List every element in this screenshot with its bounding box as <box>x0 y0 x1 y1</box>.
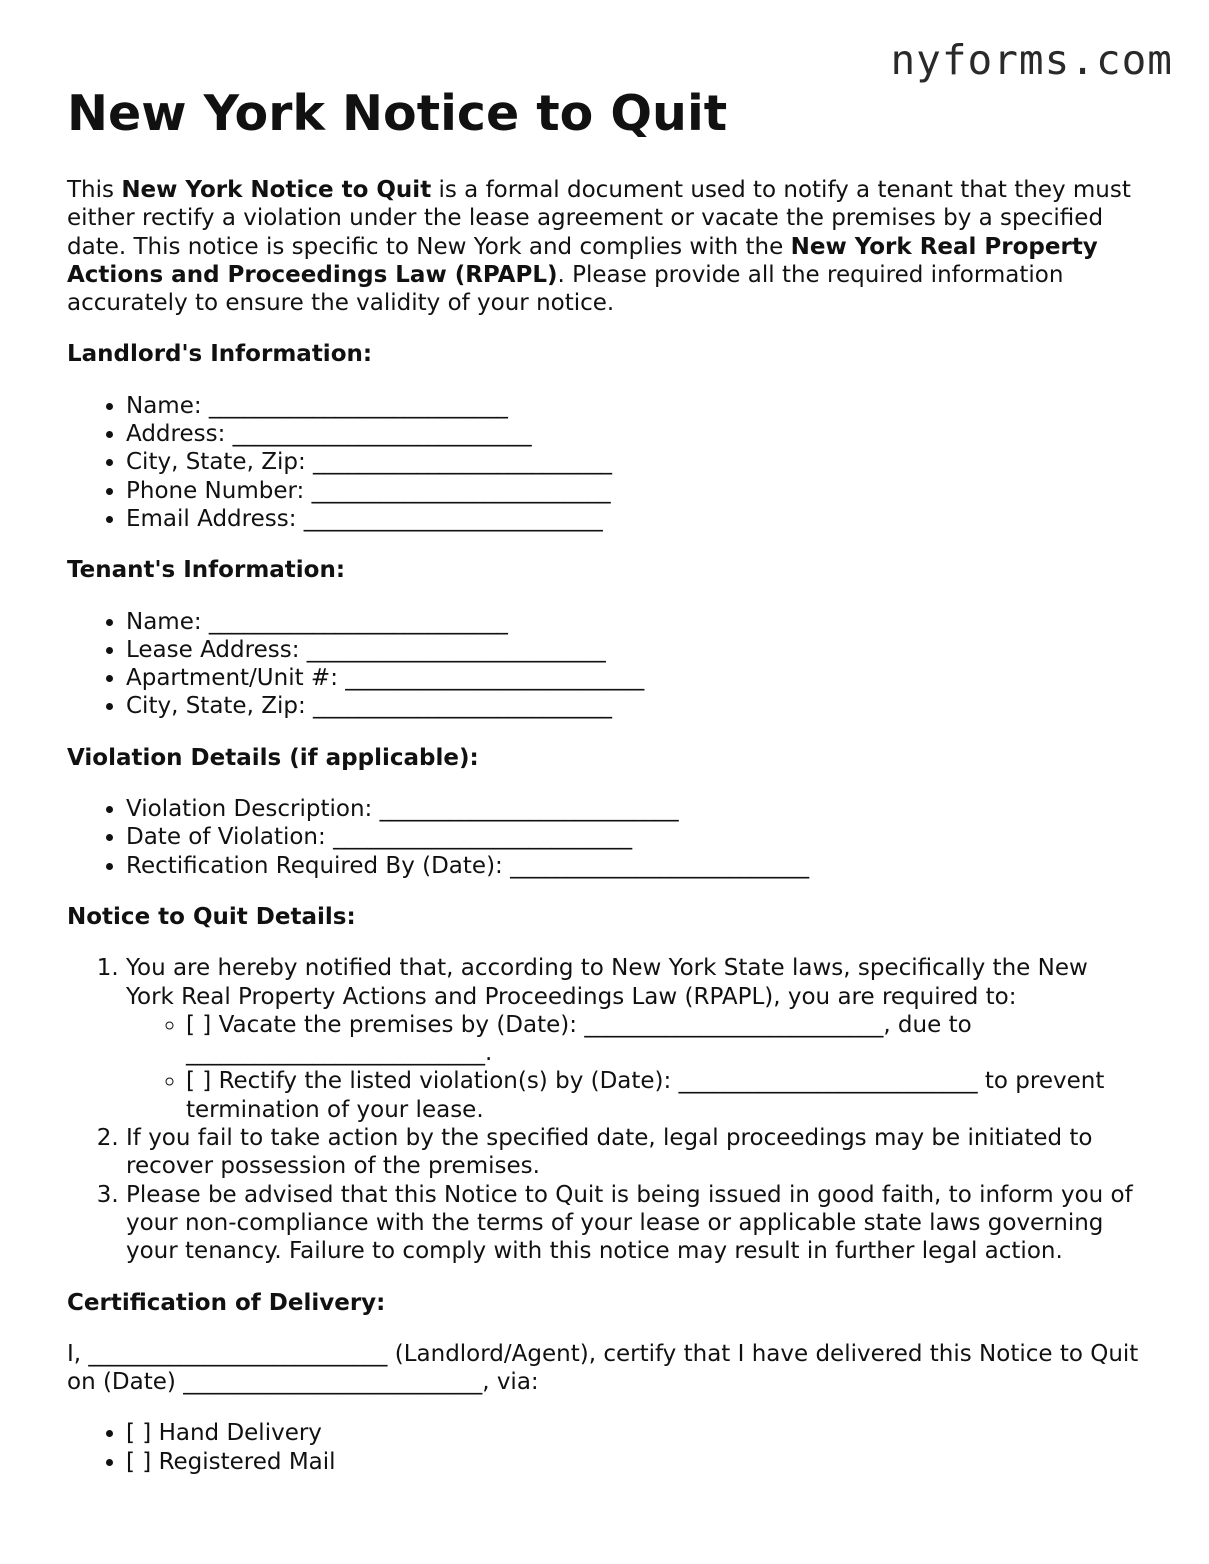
vacate-option <box>186 1011 1142 1068</box>
notice-section-heading: Notice to Quit Details: <box>67 903 356 930</box>
field-label: Violation Description: <box>126 796 373 823</box>
hand-delivery-option[interactable]: • [ ] Hand Delivery <box>126 1419 1142 1447</box>
fill-in-blank[interactable]: __________________________ <box>208 392 508 419</box>
violation-field-list <box>67 795 1142 880</box>
tenant-section-heading: Tenant's Information: <box>67 557 346 584</box>
tenant-city-state-zip-field <box>126 692 1142 720</box>
fill-in-blank[interactable]: __________________________ <box>345 665 645 692</box>
violation-date-field <box>126 823 1142 851</box>
field-label: Name: <box>126 392 202 419</box>
option-text: [ ] Rectify the listed violation(s) by (Date): <box>186 1068 672 1095</box>
certification-statement <box>67 1340 1142 1397</box>
notice-item-1 <box>126 954 1142 1124</box>
field-label: Name: <box>126 608 202 635</box>
fill-in-blank[interactable]: __________________________ <box>208 608 508 635</box>
fill-in-blank[interactable]: __________________________ <box>88 1340 388 1367</box>
field-label: Email Address: <box>126 505 297 532</box>
certification-section-heading: Certification of Delivery: <box>67 1289 386 1316</box>
violation-description-field <box>126 795 1142 823</box>
field-label: City, State, Zip: <box>126 693 306 720</box>
field-label: Phone Number: <box>126 477 305 504</box>
fill-in-blank[interactable]: __________________________ <box>313 449 613 476</box>
notice-item-2: 2. If you fail to take action by the specified date, legal proceedings may be initiated to recover possession of the premises. <box>126 1124 1142 1181</box>
landlord-section-heading: Landlord's Information: <box>67 341 373 368</box>
notice-item-3: 3. Please be advised that this Notice to Quit is being issued in good faith, to inform you of your non-compliance with the terms of your lease or applicable state laws governing your tenancy. Failure to comply with this notice may result in further legal action. <box>126 1181 1142 1266</box>
document-title: New York Notice to Quit <box>67 85 728 142</box>
fill-in-blank[interactable]: __________________________ <box>303 505 603 532</box>
option-text: , due to <box>883 1011 972 1038</box>
fill-in-blank[interactable]: __________________________ <box>311 477 611 504</box>
violation-section-heading: Violation Details (if applicable): <box>67 744 479 771</box>
landlord-phone-field <box>126 477 1142 505</box>
fill-in-blank[interactable]: __________________________ <box>584 1011 884 1038</box>
option-text: to prevent termination of your lease. <box>186 1068 1105 1123</box>
landlord-name-field <box>126 392 1142 420</box>
tenant-field-list <box>67 608 1142 721</box>
registered-mail-option[interactable]: • [ ] Registered Mail <box>126 1448 1142 1476</box>
cert-text: (Landlord/Agent), certify that I have delivered this Notice to Quit on (Date) <box>67 1340 1139 1396</box>
fill-in-blank[interactable]: __________________________ <box>306 636 606 663</box>
field-label: City, State, Zip: <box>126 449 306 476</box>
cert-text: , via: <box>482 1369 539 1396</box>
intro-bold-law: New York Real Property Actions and Proceedings Law (RPAPL) <box>67 233 1098 288</box>
fill-in-blank[interactable]: __________________________ <box>333 824 633 851</box>
field-label: Apartment/Unit #: <box>126 665 338 692</box>
tenant-unit-field <box>126 664 1142 692</box>
tenant-name-field <box>126 608 1142 636</box>
fill-in-blank[interactable]: __________________________ <box>186 1040 485 1067</box>
landlord-field-list <box>67 392 1142 533</box>
intro-paragraph <box>67 176 1142 317</box>
intro-text: . Please provide all the required information accurately to ensure the validity of your notice. <box>67 261 1064 317</box>
tenant-lease-address-field <box>126 636 1142 664</box>
rectification-date-field <box>126 852 1142 880</box>
fill-in-blank[interactable]: __________________________ <box>678 1068 978 1095</box>
intro-text: This <box>67 177 122 203</box>
cert-text: I, <box>67 1340 82 1367</box>
fill-in-blank[interactable]: __________________________ <box>232 421 532 448</box>
fill-in-blank[interactable]: __________________________ <box>183 1369 483 1396</box>
fill-in-blank[interactable]: __________________________ <box>510 852 810 879</box>
landlord-address-field <box>126 420 1142 448</box>
delivery-method-list <box>67 1419 1142 1476</box>
field-label: Address: <box>126 421 226 448</box>
landlord-city-state-zip-field <box>126 448 1142 476</box>
rectify-option <box>186 1067 1142 1124</box>
document-page <box>67 84 1142 1499</box>
site-watermark: nyforms.com <box>890 36 1173 84</box>
notice-option-list <box>126 1011 1142 1124</box>
intro-text: is a formal document used to notify a tenant that they must either rectify a violation under the lease agreement or vacate the premises by a specified date. This notice is specific to New York and complies with the <box>67 177 1131 260</box>
notice-item-text: You are hereby notified that, according to New York State laws, specifically the New York Real Property Actions and Proceedings Law (RPAPL), you are required to: <box>126 955 1088 1010</box>
option-text: . <box>485 1040 493 1067</box>
field-label: Lease Address: <box>126 636 300 663</box>
fill-in-blank[interactable]: __________________________ <box>379 796 679 823</box>
landlord-email-field <box>126 505 1142 533</box>
fill-in-blank[interactable]: __________________________ <box>313 693 613 720</box>
notice-numbered-list <box>67 954 1142 1265</box>
field-label: Rectification Required By (Date): <box>126 852 503 879</box>
field-label: Date of Violation: <box>126 824 326 851</box>
option-text: [ ] Vacate the premises by (Date): <box>186 1011 577 1038</box>
intro-bold-title: New York Notice to Quit <box>121 177 432 203</box>
